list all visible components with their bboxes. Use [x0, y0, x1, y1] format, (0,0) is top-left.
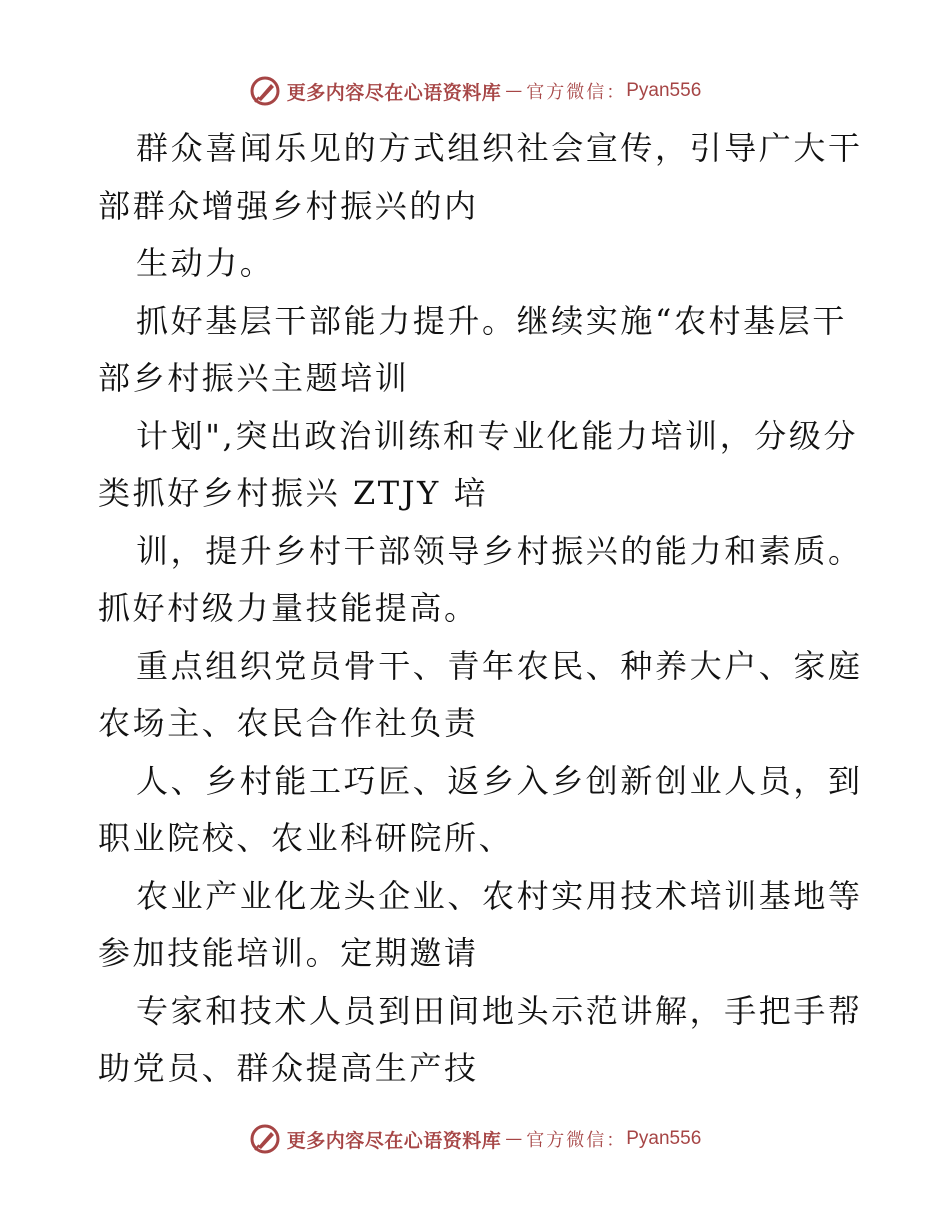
- watermark-label: 官方微信：: [526, 1130, 627, 1151]
- text-line: 专家和技术人员到田间地头示范讲解，手把手帮: [136, 991, 863, 1030]
- text-line: 助党员、群众提高生产技: [98, 1049, 479, 1087]
- text-line: 部群众增强乡村振兴的内: [98, 186, 479, 225]
- text-line: 抓好基层干部能力提升。继续实施“农村基层干: [136, 301, 847, 340]
- text-line: 职业院校、农业科研院所、: [98, 819, 514, 857]
- text-line: 计划",突出政治训练和专业化能力培训，分级分: [136, 416, 859, 455]
- document-body: [98, 120, 863, 1098]
- text-line: 群众喜闻乐见的方式组织社会宣传，引导广大干: [136, 129, 863, 167]
- text-line: 重点组织党员骨干、青年农民、种养大户、家庭: [136, 646, 863, 685]
- header-watermark: [0, 71, 950, 111]
- text-line: 农业产业化龙头企业、农村实用技术培训基地等: [136, 876, 863, 915]
- watermark-wechat-id: Pyan556: [626, 1128, 702, 1149]
- text-line: 人、乡村能工巧匠、返乡入乡创新创业人员，到: [136, 761, 863, 800]
- text-line: 农场主、农民合作社负责: [98, 704, 479, 742]
- watermark-text: 更多内容尽在心语资料库: [286, 81, 502, 104]
- watermark-separator: —: [505, 81, 523, 101]
- text-line: 参加技能培训。定期邀请: [98, 934, 479, 972]
- watermark-text: 更多内容尽在心语资料库: [286, 1129, 502, 1152]
- watermark-separator: —: [505, 1129, 523, 1149]
- text-line: 生动力。: [136, 244, 275, 282]
- footer-watermark: [0, 1119, 950, 1159]
- text-line: 类抓好乡村振兴 ZTJY 培: [98, 474, 489, 512]
- quill-logo-icon: [249, 1123, 281, 1155]
- text-line: 抓好村级力量技能提高。: [98, 589, 479, 627]
- text-line: 部乡村振兴主题培训: [98, 359, 410, 397]
- text-line: 训，提升乡村干部领导乡村振兴的能力和素质。: [136, 531, 863, 570]
- watermark-wechat-id: Pyan556: [626, 80, 702, 101]
- watermark-label: 官方微信：: [526, 82, 627, 103]
- quill-logo-icon: [249, 75, 281, 107]
